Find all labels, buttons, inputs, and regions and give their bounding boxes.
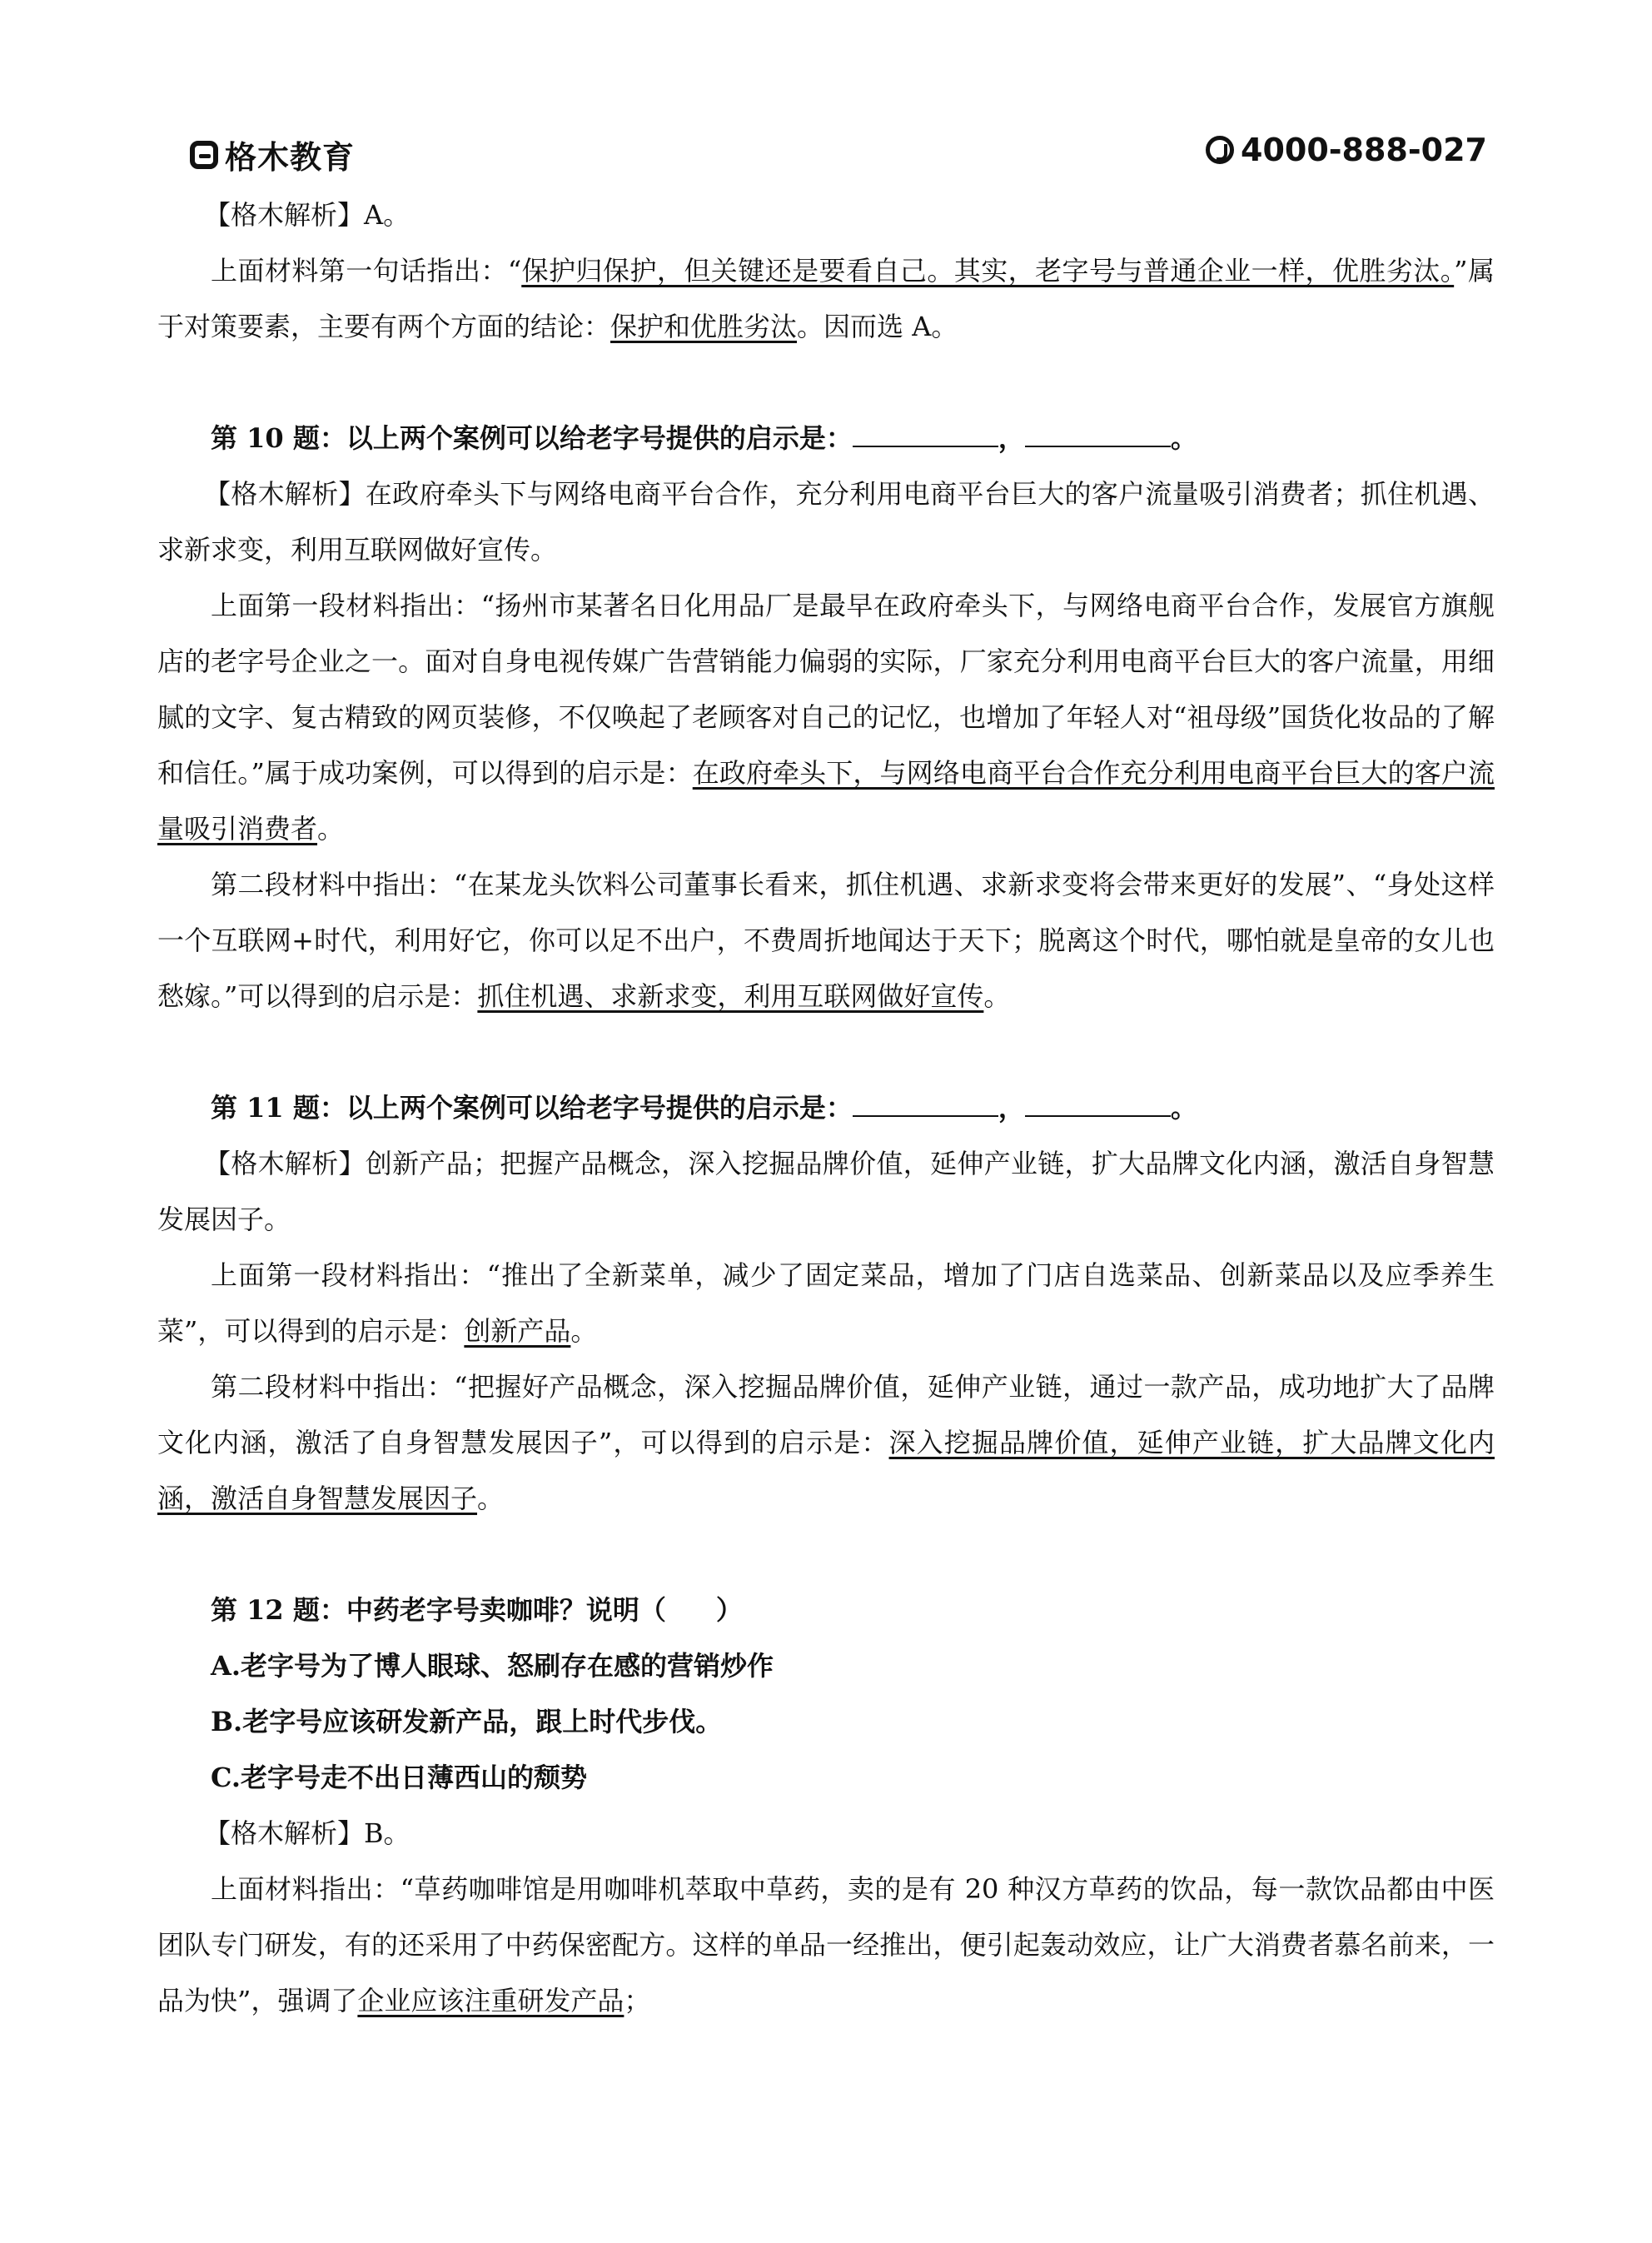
text: 。 <box>477 1483 505 1514</box>
answer-text: A。 <box>364 199 411 231</box>
question-text: 第 11 题：以上两个案例可以给老字号提供的启示是： <box>211 1092 853 1124</box>
q12-title <box>157 1583 1495 1638</box>
analysis-label: 【格木解析】 <box>204 1817 365 1849</box>
text: ， <box>998 1092 1025 1124</box>
text: 第二段材料中指出：“把握好产品概念，深入挖掘品牌价值，延伸产业链，通过一款产品，成功地扩大了品牌文化内涵，激活了自身智慧发展因子”，可以得到的启示是： <box>157 1371 1495 1458</box>
q11-explanation-1 <box>157 1248 1495 1359</box>
q9-answer <box>157 187 1495 243</box>
q10-explanation-2 <box>157 857 1495 1024</box>
underlined-text: 在政府牵头下，与网络电商平台合作充分利用电商平台巨大的客户流量吸引消费者 <box>157 757 1495 845</box>
underlined-text: 保护归保护，但关键还是要看自己。其实，老字号与普通企业一样，优胜劣汰。 <box>521 255 1455 287</box>
text: 。因而选 A。 <box>797 311 958 342</box>
text: ） <box>715 1594 743 1626</box>
answer-text: B。 <box>364 1817 411 1849</box>
analysis-label: 【格木解析】 <box>204 1148 366 1179</box>
text: ”属于对策要素，主要有两个方面的结论： <box>157 255 1495 342</box>
question-text: 第 10 题：以上两个案例可以给老字号提供的启示是： <box>211 422 853 454</box>
q10-analysis <box>157 466 1495 578</box>
underlined-text: 抓住机遇、求新求变，利用互联网做好宣传 <box>477 980 984 1012</box>
option-text: A.老字号为了博人眼球、怒刷存在感的营销炒作 <box>211 1650 774 1682</box>
q12-explanation <box>157 1862 1495 2029</box>
phone-icon <box>1206 136 1234 164</box>
brand-logo <box>190 132 355 177</box>
text: 上面第一段材料指出：“扬州市某著名日化用品厂是最早在政府牵头下，与网络电商平台合作，发展官方旗舰店的老字号企业之一。面对自身电视传媒广告营销能力偏弱的实际，厂家充分利用电商平台巨大的客户流量，用细腻的文字、复古精致的网页装修，不仅唤起了老顾客对自己的记忆，也增加了年轻人对“祖母级”国货化妆品的了解和信任。”属于成功案例，可以得到的启示是： <box>157 590 1495 789</box>
text: 。 <box>1170 1092 1197 1124</box>
question-text: 第 12 题：中药老字号卖咖啡？说明（ <box>211 1594 666 1626</box>
answer-blank <box>1025 421 1171 447</box>
text: 第二段材料中指出：“在某龙头饮料公司董事长看来，抓住机遇、求新求变将会带来更好的发展”、“身处这样一个互联网+时代，利用好它，你可以足不出户，不费周折地闻达于天下；脱离这个时代，哪怕就是皇帝的女儿也愁嫁。”可以得到的启示是： <box>157 869 1495 1012</box>
text: ； <box>624 1985 651 2016</box>
q11-explanation-2 <box>157 1359 1495 1527</box>
underlined-text: 深入挖掘品牌价值，延伸产业链，扩大品牌文化内涵，激活自身智慧发展因子 <box>157 1427 1495 1514</box>
q12-option-c <box>157 1750 1495 1806</box>
document-body <box>157 187 1495 2029</box>
text: 上面材料指出：“草药咖啡馆是用咖啡机萃取中草药，卖的是有 20 种汉方草药的饮品，每一款饮品都由中医团队专门研发，有的还采用了中药保密配方。这样的单品一经推出，便引起轰动效应，让广大消费者慕名前来，一品为快”，强调了 <box>157 1873 1495 2016</box>
brand-e-icon <box>190 141 218 169</box>
q11-analysis <box>157 1136 1495 1248</box>
q10-explanation-1 <box>157 578 1495 857</box>
answer-blank <box>1025 1090 1171 1117</box>
text: 上面材料第一句话指出：“ <box>211 255 522 287</box>
phone-contact <box>1206 132 1487 168</box>
underlined-text: 保护和优胜劣汰 <box>610 311 798 342</box>
text: 上面第一段材料指出：“推出了全新菜单，减少了固定菜品，增加了门店自选菜品、创新菜品以及应季养生菜”，可以得到的启示是： <box>157 1259 1495 1347</box>
answer-blank <box>853 421 998 447</box>
analysis-text: 创新产品；把握产品概念，深入挖掘品牌价值，延伸产业链，扩大品牌文化内涵，激活自身智慧发展因子。 <box>157 1148 1495 1235</box>
text: 。 <box>983 980 1011 1012</box>
q12-answer <box>157 1806 1495 1862</box>
text: 。 <box>1170 422 1197 454</box>
page-header <box>0 125 1652 183</box>
text: 。 <box>317 813 345 845</box>
q12-option-b <box>157 1694 1495 1750</box>
option-text: C.老字号走不出日薄西山的颓势 <box>211 1762 588 1793</box>
q10-title <box>157 411 1495 466</box>
q12-option-a <box>157 1638 1495 1694</box>
q11-title <box>157 1080 1495 1136</box>
answer-blank <box>853 1090 998 1117</box>
phone-number: 4000-888-027 <box>1241 132 1487 168</box>
analysis-label: 【格木解析】 <box>204 199 365 231</box>
text: 。 <box>570 1315 598 1347</box>
underlined-text: 创新产品 <box>464 1315 571 1347</box>
q9-explanation <box>157 243 1495 355</box>
option-text: B.老字号应该研发新产品，跟上时代步伐。 <box>211 1706 723 1737</box>
analysis-label: 【格木解析】 <box>204 478 366 510</box>
analysis-text: 在政府牵头下与网络电商平台合作，充分利用电商平台巨大的客户流量吸引消费者；抓住机遇、求新求变，利用互联网做好宣传。 <box>157 478 1495 566</box>
text: ， <box>998 422 1025 454</box>
underlined-text: 企业应该注重研发产品 <box>357 1985 624 2016</box>
brand-name: 格木教育 <box>225 139 356 176</box>
